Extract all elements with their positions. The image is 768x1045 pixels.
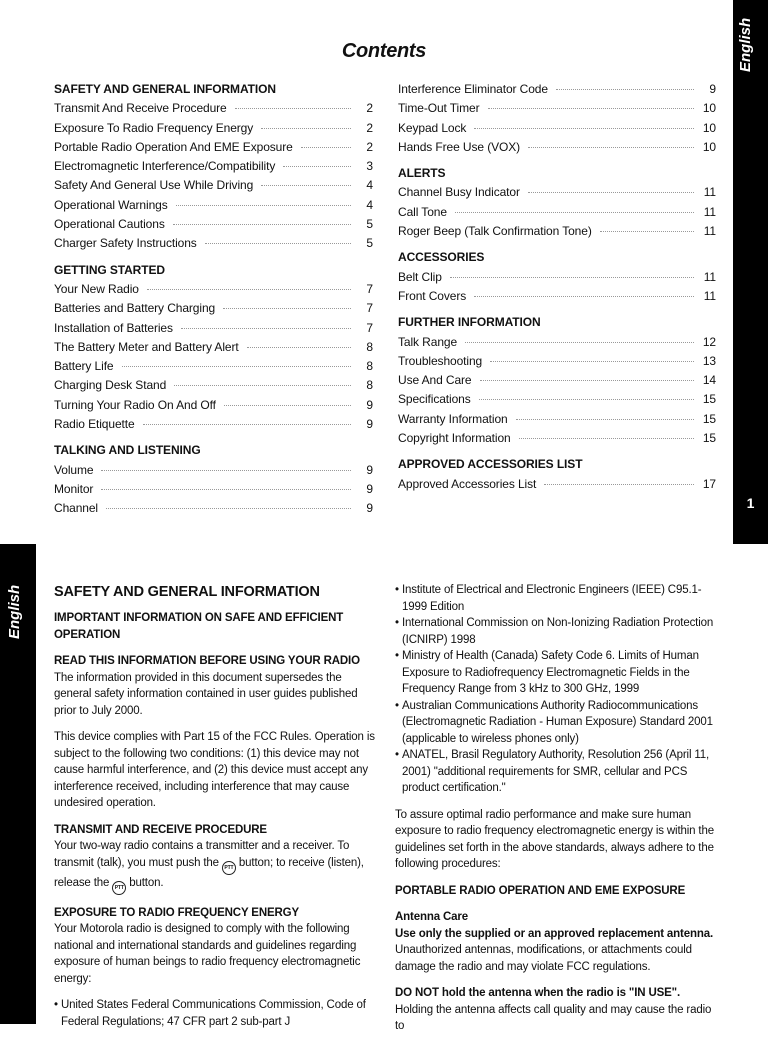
toc-entry-page: 10	[702, 120, 716, 135]
ptt-button-icon: PTT	[222, 861, 236, 875]
toc-dot-leader	[181, 328, 351, 329]
toc-entry[interactable]	[398, 429, 716, 448]
toc-section	[398, 164, 716, 241]
toc-entry-label: Copyright Information	[398, 431, 511, 446]
toc-entry-page: 7	[366, 320, 373, 335]
toc-entry-label: The Battery Meter and Battery Alert	[54, 339, 239, 354]
toc-entry-label: Roger Beep (Talk Confirmation Tone)	[398, 224, 592, 239]
toc-entry[interactable]	[398, 119, 716, 138]
standard-item: • Institute of Electrical and Electronic Engineers (IEEE) C95.1-1999 Edition	[395, 582, 717, 615]
transmit-text	[54, 838, 376, 895]
toc-entry[interactable]	[398, 333, 716, 352]
language-tab	[733, 0, 768, 544]
toc-entry-label: Call Tone	[398, 204, 447, 219]
toc-dot-leader	[474, 296, 694, 297]
toc-dot-leader	[235, 108, 351, 109]
toc-entry-page: 4	[366, 178, 373, 193]
toc-entry-page: 4	[366, 197, 373, 212]
toc-dot-leader	[480, 380, 694, 381]
toc-entry[interactable]	[54, 396, 373, 415]
toc-entry-page: 2	[366, 101, 373, 116]
language-tab	[0, 544, 36, 1024]
toc-entry[interactable]	[54, 157, 373, 176]
safety-right-column	[395, 582, 717, 1045]
toc-entry[interactable]	[54, 461, 373, 480]
toc-left-column	[54, 80, 373, 519]
toc-section	[398, 248, 716, 306]
toc-section-heading: APPROVED ACCESSORIES LIST	[398, 457, 583, 472]
toc-entry[interactable]	[398, 222, 716, 241]
donot-paragraph	[395, 985, 717, 1035]
toc-entry-label: Channel Busy Indicator	[398, 185, 520, 200]
transmit-heading: TRANSMIT AND RECEIVE PROCEDURE	[54, 823, 267, 836]
donot-text: Holding the antenna affects call quality and may cause the radio to	[395, 1003, 712, 1032]
toc-dot-leader	[101, 489, 351, 490]
toc-entry-page: 8	[366, 339, 373, 354]
standards-list	[54, 997, 376, 1030]
antenna-text: Unauthorized antennas, modifications, or attachments could damage the radio and may violate FCC regulations.	[395, 944, 692, 973]
toc-entry[interactable]	[54, 319, 373, 338]
toc-entry-label: Belt Clip	[398, 269, 442, 284]
toc-entry[interactable]	[398, 268, 716, 287]
toc-section	[54, 80, 373, 254]
toc-entry-label: Warranty Information	[398, 411, 508, 426]
toc-entry[interactable]	[54, 338, 373, 357]
toc-entry-page: 11	[703, 185, 716, 200]
antenna-heading: Antenna Care	[395, 911, 468, 923]
toc-entry-page: 8	[366, 378, 373, 393]
standard-item: • ANATEL, Brasil Regulatory Authority, Resolution 256 (April 11, 2001) "additional requirements for SMR, cellular and PCS product certification."	[395, 747, 717, 797]
toc-section-heading: ACCESSORIES	[398, 250, 485, 265]
toc-entry[interactable]	[54, 196, 373, 215]
donot-warning: DO NOT hold the antenna when the radio is "IN USE".	[395, 987, 681, 999]
toc-entry-label: Radio Etiquette	[54, 417, 135, 432]
toc-entry-page: 2	[366, 139, 373, 154]
standard-item: • United States Federal Communications Commission, Code of Federal Regulations; 47 CFR part 2 sub-part J	[54, 997, 376, 1030]
read-heading: READ THIS INFORMATION BEFORE USING YOUR RADIO	[54, 655, 360, 667]
toc-entry-label: Talk Range	[398, 334, 458, 349]
toc-entry[interactable]	[398, 371, 716, 390]
toc-dot-leader	[474, 128, 694, 129]
toc-entry-page: 15	[702, 431, 716, 446]
toc-dot-leader	[176, 205, 351, 206]
toc-dot-leader	[261, 185, 351, 186]
toc-entry-page: 9	[366, 397, 373, 412]
toc-entry-page: 10	[702, 139, 716, 154]
toc-entry-label: Channel	[54, 501, 99, 516]
toc-entry-page: 15	[702, 392, 716, 407]
toc-entry-label: Hands Free Use (VOX)	[398, 139, 521, 154]
exposure-text: Your Motorola radio is designed to comply with the following national and international standards and guidelines regarding exposure of human beings to radio frequency electromagnetic energy:	[54, 923, 361, 985]
toc-entry[interactable]	[54, 280, 373, 299]
transmit-text-part-3: button.	[129, 876, 164, 889]
toc-entry-label: Your New Radio	[54, 281, 139, 296]
standard-item: • Ministry of Health (Canada) Safety Code 6. Limits of Human Exposure to Radiofrequency Electromagnetic Fields in the Frequency Range from 3 kHz to 300 GHz, 1999	[395, 648, 717, 698]
toc-entry-label: Monitor	[54, 481, 94, 496]
toc-entry-page: 10	[702, 101, 716, 116]
toc-entry-label: Installation of Batteries	[54, 320, 173, 335]
toc-dot-leader	[450, 277, 694, 278]
toc-entry[interactable]	[54, 376, 373, 395]
toc-entry[interactable]	[54, 215, 373, 234]
toc-entry[interactable]	[398, 475, 716, 494]
toc-entry-label: Electromagnetic Interference/Compatibility	[54, 159, 276, 174]
toc-section	[398, 80, 716, 157]
toc-entry-label: Transmit And Receive Procedure	[54, 101, 227, 116]
toc-dot-leader	[122, 366, 352, 367]
toc-entry-label: Battery Life	[54, 359, 114, 374]
toc-entry[interactable]	[54, 176, 373, 195]
toc-entry-page: 9	[366, 462, 373, 477]
toc-right-column	[398, 80, 716, 494]
standard-item: • Australian Communications Authority Radiocommunications (Electromagnetic Radiation - Human Exposure) Standard 2001 (applicable to wireless phones only)	[395, 698, 717, 748]
toc-section	[54, 441, 373, 518]
toc-dot-leader	[488, 108, 695, 109]
toc-entry-page: 9	[366, 501, 373, 516]
toc-entry[interactable]	[54, 99, 373, 118]
assure-text: To assure optimal radio performance and make sure human exposure to radio frequency electromagnetic energy is within the guidelines set forth in the above standards, always adhere to the following procedures:	[395, 808, 714, 870]
toc-entry[interactable]	[398, 390, 716, 409]
toc-dot-leader	[519, 438, 694, 439]
toc-section	[398, 455, 716, 494]
toc-dot-leader	[143, 424, 351, 425]
toc-dot-leader	[173, 224, 351, 225]
toc-entry[interactable]	[54, 357, 373, 376]
read-text: The information provided in this document supersedes the general safety information contained in user guides published prior to July 2000.	[54, 671, 358, 717]
toc-entry-label: Approved Accessories List	[398, 476, 537, 491]
toc-entry-label: Charger Safety Instructions	[54, 236, 197, 251]
toc-dot-leader	[600, 231, 694, 232]
toc-entry[interactable]	[398, 287, 716, 306]
toc-entry-label: Safety And General Use While Driving	[54, 178, 254, 193]
toc-entry-page: 9	[366, 417, 373, 432]
toc-section	[398, 313, 716, 448]
toc-entry-page: 11	[703, 269, 716, 284]
fcc-text: This device complies with Part 15 of the FCC Rules. Operation is subject to the following two conditions: (1) this device may not cause harmful interference, and (2) this device must accept any interference received, including interference that may cause undesired operation.	[54, 731, 375, 809]
toc-entry-label: Keypad Lock	[398, 120, 467, 135]
toc-entry-page: 11	[703, 224, 716, 239]
toc-entry-label: Use And Care	[398, 373, 472, 388]
toc-entry-label: Turning Your Radio On And Off	[54, 397, 216, 412]
toc-entry-page: 12	[702, 334, 716, 349]
toc-entry-page: 11	[703, 204, 716, 219]
toc-entry-label: Troubleshooting	[398, 353, 483, 368]
toc-dot-leader	[479, 399, 694, 400]
toc-dot-leader	[223, 308, 351, 309]
toc-entry[interactable]	[54, 119, 373, 138]
toc-section	[54, 261, 373, 435]
toc-entry-page: 5	[366, 217, 373, 232]
toc-dot-leader	[101, 470, 351, 471]
toc-entry-label: Portable Radio Operation And EME Exposure	[54, 139, 293, 154]
toc-entry-page: 2	[366, 120, 373, 135]
transmit-text-part-2: button; to receive (listen), release the	[54, 856, 364, 889]
toc-entry-page: 11	[703, 288, 716, 303]
toc-dot-leader	[301, 147, 351, 148]
toc-entry[interactable]	[398, 410, 716, 429]
important-heading: IMPORTANT INFORMATION ON SAFE AND EFFICIENT OPERATION	[54, 612, 344, 641]
transmit-text-part-1: Your two-way radio contains a transmitter and a receiver. To transmit (talk), you must push the	[54, 840, 350, 869]
toc-entry-label: Front Covers	[398, 288, 467, 303]
toc-entry[interactable]	[398, 99, 716, 118]
section-title: SAFETY AND GENERAL INFORMATION	[54, 584, 320, 600]
safety-left-column	[54, 582, 376, 1040]
toc-entry-page: 15	[702, 411, 716, 426]
toc-dot-leader	[528, 147, 694, 148]
toc-entry-label: Exposure To Radio Frequency Energy	[54, 120, 254, 135]
toc-dot-leader	[465, 342, 694, 343]
toc-entry-page: 7	[366, 281, 373, 296]
toc-entry[interactable]	[54, 415, 373, 434]
toc-entry-label: Operational Cautions	[54, 217, 165, 232]
safety-page	[0, 544, 768, 1032]
toc-section-heading: FURTHER INFORMATION	[398, 315, 541, 330]
antenna-warning: Use only the supplied or an approved replacement antenna.	[395, 927, 713, 940]
toc-dot-leader	[247, 347, 351, 348]
portable-heading: PORTABLE RADIO OPERATION AND EME EXPOSURE	[395, 884, 686, 897]
toc-section-heading: TALKING AND LISTENING	[54, 443, 201, 458]
toc-entry[interactable]	[54, 299, 373, 318]
toc-dot-leader	[261, 128, 351, 129]
page-number: 1	[746, 495, 755, 511]
toc-dot-leader	[528, 192, 694, 193]
toc-entry[interactable]	[54, 480, 373, 499]
toc-dot-leader	[455, 212, 694, 213]
toc-entry-page: 14	[702, 373, 716, 388]
toc-section-heading: GETTING STARTED	[54, 262, 165, 277]
toc-dot-leader	[147, 289, 351, 290]
toc-entry-label: Operational Warnings	[54, 197, 168, 212]
toc-entry-label: Batteries and Battery Charging	[54, 301, 216, 316]
toc-entry-page: 7	[366, 301, 373, 316]
toc-dot-leader	[516, 419, 694, 420]
toc-entry[interactable]	[54, 499, 373, 518]
toc-entry[interactable]	[398, 138, 716, 157]
antenna-paragraph	[395, 926, 717, 976]
toc-dot-leader	[224, 405, 351, 406]
toc-entry-label: Interference Eliminator Code	[398, 82, 548, 96]
toc-section-heading: SAFETY AND GENERAL INFORMATION	[54, 82, 276, 96]
toc-dot-leader	[174, 385, 351, 386]
toc-dot-leader	[490, 361, 694, 362]
page-title: Contents	[341, 40, 427, 62]
toc-dot-leader	[106, 508, 351, 509]
toc-entry-label: Volume	[54, 462, 94, 477]
toc-entry[interactable]	[54, 138, 373, 157]
toc-dot-leader	[283, 166, 351, 167]
toc-entry-page: 5	[366, 236, 373, 251]
standard-item: • International Commission on Non-Ionizing Radiation Protection (ICNIRP) 1998	[395, 615, 717, 648]
ptt-button-icon: PTT	[112, 881, 126, 895]
toc-entry-page: 9	[709, 82, 716, 96]
toc-entry-page: 17	[702, 476, 716, 491]
toc-entry-page: 3	[366, 159, 373, 174]
toc-entry-page: 9	[366, 481, 373, 496]
toc-entry-page: 8	[366, 359, 373, 374]
toc-entry-label: Specifications	[398, 392, 471, 407]
toc-entry-page: 13	[702, 353, 716, 368]
toc-entry[interactable]	[54, 234, 373, 253]
language-tab-label: English	[6, 584, 23, 639]
toc-dot-leader	[544, 484, 694, 485]
toc-entry[interactable]	[398, 352, 716, 371]
toc-dot-leader	[205, 243, 351, 244]
toc-entry-label: Time-Out Timer	[398, 101, 480, 116]
toc-entry[interactable]	[398, 80, 716, 99]
toc-entry[interactable]	[398, 203, 716, 222]
toc-section-heading: ALERTS	[398, 166, 446, 181]
standards-list	[395, 582, 717, 797]
exposure-heading: EXPOSURE TO RADIO FREQUENCY ENERGY	[54, 906, 299, 919]
language-tab-label: English	[737, 17, 754, 72]
toc-entry[interactable]	[398, 183, 716, 202]
toc-entry-label: Charging Desk Stand	[54, 378, 167, 393]
toc-dot-leader	[556, 89, 694, 90]
